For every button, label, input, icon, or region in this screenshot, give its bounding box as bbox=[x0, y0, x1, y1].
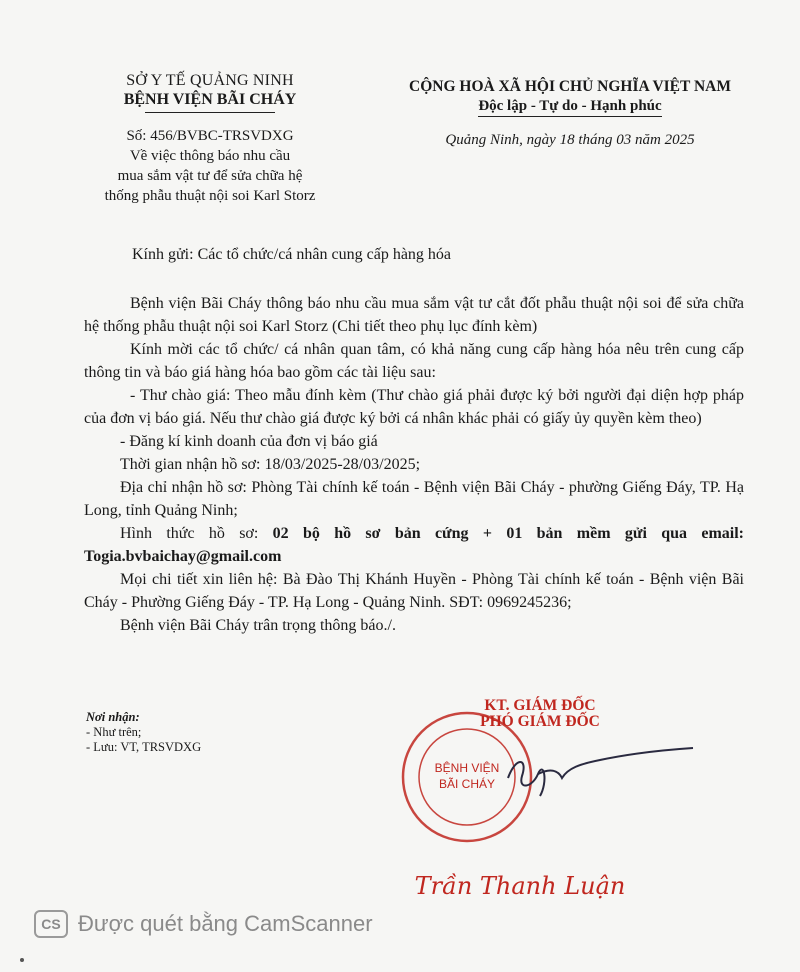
recipients-item-1: - Như trên; bbox=[86, 725, 142, 739]
paragraph-9: Bệnh viện Bãi Cháy trân trọng thông báo./. bbox=[120, 617, 396, 634]
handwritten-signature bbox=[488, 738, 698, 808]
recipient-line: Kính gửi: Các tổ chức/cá nhân cung cấp hàng hóa bbox=[132, 246, 452, 263]
document-date: Quảng Ninh, ngày 18 tháng 03 năm 2025 bbox=[445, 132, 695, 148]
recipients-item-2: - Lưu: VT, TRSVDXG bbox=[86, 740, 202, 754]
paragraph-7 bbox=[84, 522, 744, 568]
subject-line-1: Về việc thông báo nhu cầu bbox=[129, 148, 291, 164]
document-number: Số: 456/BVBC-TRSVDXG bbox=[126, 128, 294, 144]
paragraph-5: Thời gian nhận hồ sơ: 18/03/2025-28/03/2025; bbox=[120, 456, 421, 473]
signature-role: PHÓ GIÁM ĐỐC bbox=[480, 713, 600, 730]
paragraph-7-bold: 02 bộ hồ sơ bản cứng + 01 bản mềm gửi qua email: Togia.bvbaichay@gmail.com bbox=[84, 525, 744, 565]
recipients-title: Nơi nhận: bbox=[86, 710, 140, 724]
document-body bbox=[84, 292, 744, 637]
signature-kt: KT. GIÁM ĐỐC bbox=[484, 697, 596, 714]
paragraph-2: Kính mời các tổ chức/ cá nhân quan tâm, có khả năng cung cấp hàng hóa nêu trên cung cấp thông tin và báo giá hàng hóa bao gồm các tài liệu sau: bbox=[84, 341, 744, 381]
hospital-name: BỆNH VIỆN BÃI CHÁY bbox=[123, 91, 297, 108]
camscanner-text: Được quét bằng CamScanner bbox=[78, 911, 373, 936]
camscanner-logo: CS bbox=[34, 910, 68, 938]
paragraph-1: Bệnh viện Bãi Cháy thông báo nhu cầu mua sắm vật tư cắt đốt phẫu thuật nội soi để sửa chữa hệ thống phẫu thuật nội soi Karl Storz (Chi tiết theo phụ lục đính kèm) bbox=[84, 295, 744, 335]
recipients-block bbox=[86, 710, 201, 755]
header-right bbox=[360, 78, 780, 117]
paragraph-7-prefix: Hình thức hồ sơ: bbox=[120, 525, 273, 542]
national-title: CỘNG HOÀ XÃ HỘI CHỦ NGHĨA VIỆT NAM bbox=[409, 78, 731, 95]
stamp-text-2: BÃI CHÁY bbox=[438, 777, 496, 791]
scanner-watermark bbox=[34, 910, 373, 938]
paragraph-6: Địa chỉ nhận hồ sơ: Phòng Tài chính kế toán - Bệnh viện Bãi Cháy - phường Giếng Đáy, TP. Hạ Long, tỉnh Quảng Ninh; bbox=[84, 479, 744, 519]
paragraph-3: - Thư chào giá: Theo mẫu đính kèm (Thư chào giá phải được ký bởi người đại diện hợp pháp của đơn vị báo giá. Nếu thư chào giá được ký bởi cá nhân khác phải có giấy ủy quyền kèm theo) bbox=[84, 387, 744, 427]
subject-line-2: mua sắm vật tư để sửa chữa hệ bbox=[117, 168, 303, 184]
stamp-text-1: BỆNH VIỆN bbox=[434, 761, 500, 775]
subject-line-3: thống phẫu thuật nội soi Karl Storz bbox=[104, 188, 316, 204]
header-left-rule bbox=[145, 112, 275, 113]
paragraph-4: - Đăng kí kinh doanh của đơn vị báo giá bbox=[120, 433, 378, 450]
scan-speck bbox=[20, 958, 24, 962]
reference-block bbox=[60, 126, 360, 206]
paragraph-8: Mọi chi tiết xin liên hệ: Bà Đào Thị Khánh Huyền - Phòng Tài chính kế toán - Bệnh viện Bãi Cháy - Phường Giếng Đáy - TP. Hạ Long - Quảng Ninh. SĐT: 0969245236; bbox=[84, 571, 744, 611]
national-motto: Độc lập - Tự do - Hạnh phúc bbox=[478, 98, 661, 117]
signer-name: Trần Thanh Luận bbox=[414, 872, 626, 900]
department-name: SỞ Y TẾ QUẢNG NINH bbox=[126, 72, 294, 89]
header-left bbox=[60, 72, 360, 113]
